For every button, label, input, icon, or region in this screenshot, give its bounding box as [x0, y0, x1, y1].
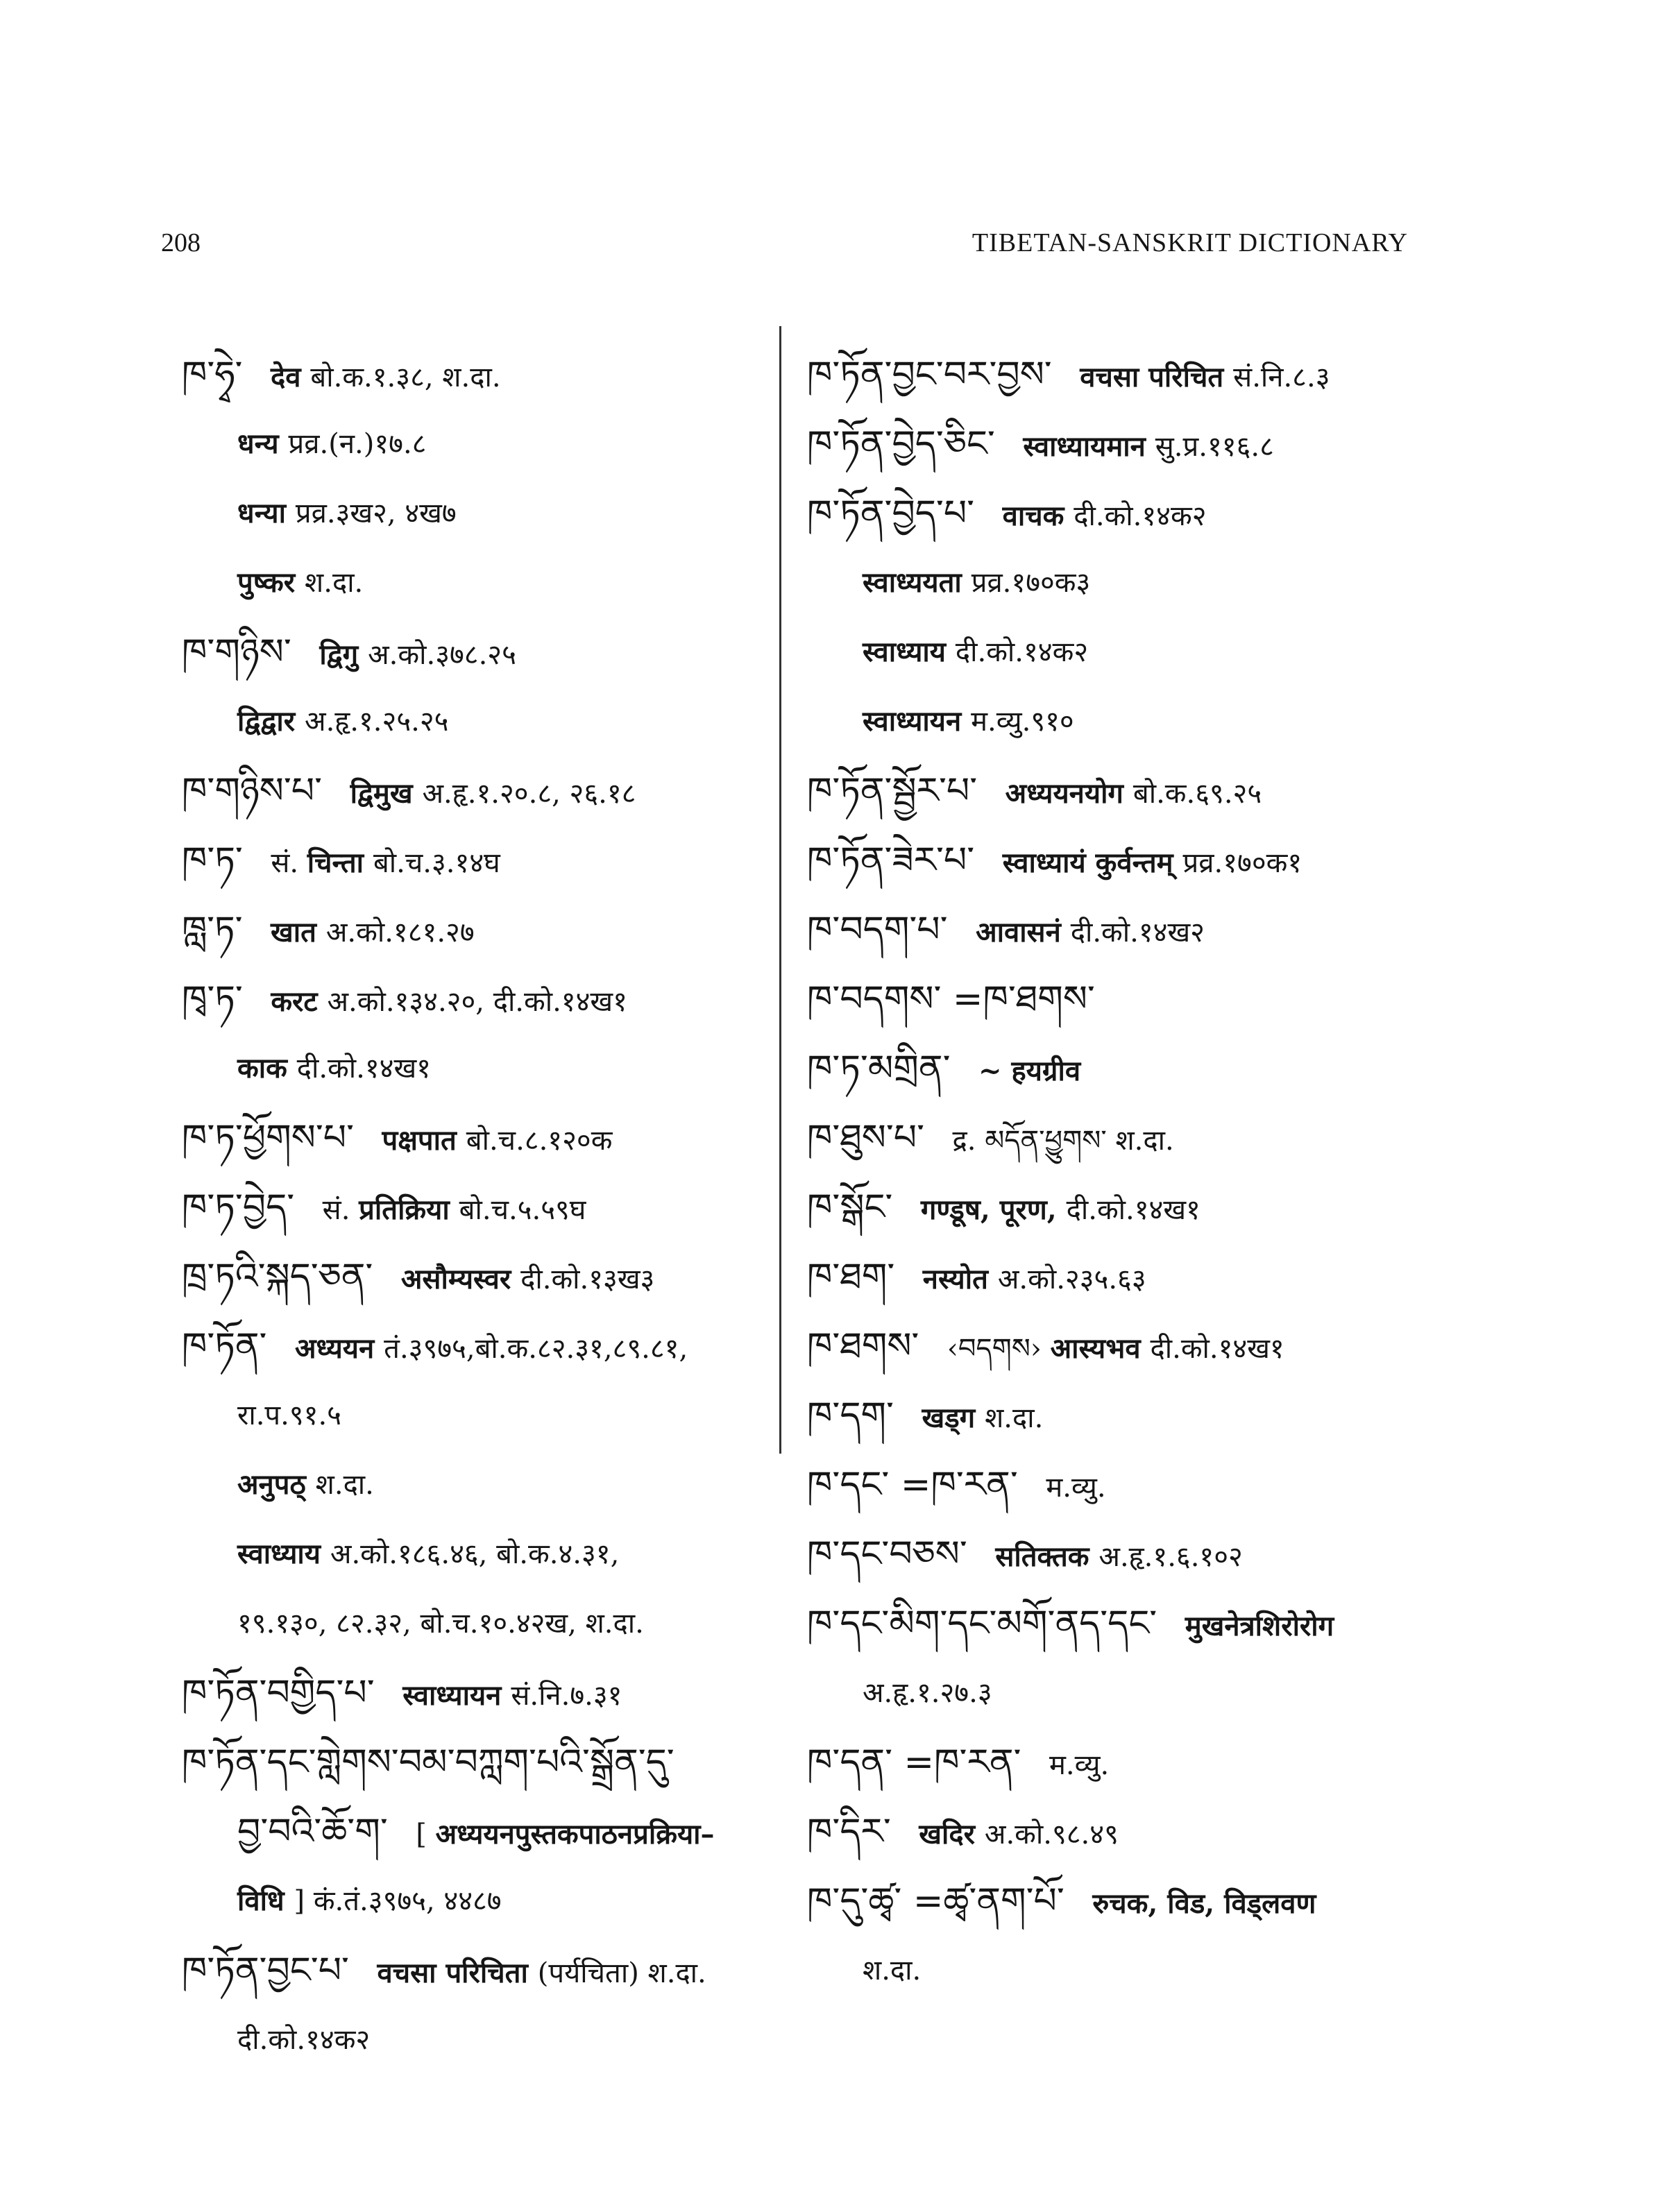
entry-line: [807, 1658, 1418, 1728]
sanskrit-term: खड्ग: [922, 1402, 985, 1434]
entry-line: [182, 1589, 772, 1658]
entry-line: [807, 479, 1418, 548]
entry-line: [182, 479, 772, 548]
sanskrit-term: विधि: [237, 1885, 294, 1917]
reference: श.दा.: [863, 1955, 922, 1986]
sanskrit-term: प्रतिक्रिया: [359, 1193, 459, 1226]
right-column: [807, 340, 1418, 2005]
entry-line: [807, 1520, 1418, 1589]
tibetan-headword: ཁ་དུ་ཚྭ་ =ཚྭ་ནག་པོ་: [807, 1880, 1076, 1922]
tibetan-headword: ཁ་ཏོན་ཟེར་པ་: [807, 840, 986, 881]
reference: दी.को.१४क२: [955, 636, 1089, 668]
reference: अ.को.१८१.२७: [325, 917, 475, 948]
reference: अ.को.१८६.४६, बो.क.४.३१,: [330, 1538, 620, 1570]
tibetan-headword: ཁ་ཏ་བྱེད་: [182, 1186, 306, 1228]
entry-line: [807, 1728, 1418, 1797]
entry-line: [182, 687, 772, 756]
reference: प्रव्र.१७०क१: [1182, 847, 1303, 879]
reference: बो.च.५.५९घ: [459, 1194, 586, 1226]
reference: सं.नि.८.३: [1233, 361, 1330, 393]
entry-line: [182, 1034, 772, 1103]
entry-line: [807, 1034, 1418, 1103]
sanskrit-term: अध्ययनयोग: [1005, 777, 1133, 810]
sanskrit-term: करट: [271, 985, 328, 1018]
sanskrit-term: स्वाध्यायन: [402, 1679, 511, 1712]
sanskrit-term: स्वाध्यायन: [863, 705, 971, 738]
sanskrit-term: आवासनं: [976, 916, 1071, 948]
reference: प्रव्र.(न.)१७.८: [288, 428, 427, 460]
entry-line: [182, 548, 772, 618]
sanskrit-term: सतिक्तक: [995, 1540, 1099, 1573]
sanskrit-term: वचसा परिचित: [1080, 361, 1234, 393]
reference: १९.१३०, ८२.३२, बो.च.१०.४२ख, श.दा.: [237, 1608, 644, 1640]
entry-line: [182, 1658, 772, 1728]
tibetan-headword: ཁ་དང་མིག་དང་མགོ་ནད་དང་: [807, 1603, 1169, 1644]
sanskrit-term: धन्या: [237, 497, 296, 529]
tibetan-headword: ཁ་དང་བཅས་: [807, 1533, 979, 1575]
entry-line: [807, 826, 1418, 895]
entry-line: [807, 964, 1418, 1034]
entry-line: [807, 340, 1418, 409]
reference: श.दा.: [305, 567, 364, 599]
entry-line: [807, 1242, 1418, 1311]
ref-prefix: [: [416, 1819, 436, 1851]
tibetan-headword: ཁ་གཉིས་པ་: [182, 770, 334, 812]
tibetan-headword: ཁ་ཐགས་: [807, 1325, 931, 1367]
entry-line: [807, 1381, 1418, 1450]
entry-line: [182, 1936, 772, 2005]
entry-line: [807, 756, 1418, 826]
reference: दी.को.१३ख३: [520, 1264, 655, 1295]
entry-line: [807, 1103, 1418, 1173]
sanskrit-term: अध्ययनपुस्तकपाठनप्रक्रिया–: [435, 1818, 715, 1851]
entry-line: [182, 1311, 772, 1381]
reference: दी.को.१४ख१: [296, 1053, 431, 1084]
sanskrit-term: स्वाध्यायं कुर्वन्तम्: [1002, 846, 1183, 879]
ref-prefix: सं.: [322, 1194, 359, 1226]
tibetan-headword: ཁ་ཏ་ཕྱོགས་པ་: [182, 1117, 366, 1159]
entry-line: [182, 756, 772, 826]
tibetan-headword: ཁ་དག་: [807, 1395, 906, 1436]
sanskrit-term: खात: [271, 916, 326, 948]
sanskrit-term: काक: [237, 1052, 297, 1084]
tibetan-headword: ཁ་ཏོན་དང་གླེགས་བམ་བཀླག་པའི་སྒྲོན་དུ་: [182, 1742, 674, 1783]
entry-line: [182, 1173, 772, 1242]
reference: दी.को.१४ख१: [1066, 1194, 1200, 1226]
reference: མདོན་ཕྱུགས་ श.दा.: [985, 1125, 1174, 1157]
entry-line: [807, 1936, 1418, 2005]
entry-line: [182, 895, 772, 964]
sanskrit-term: वाचक: [1002, 500, 1074, 532]
reference: बो.च.८.१२०क: [466, 1125, 613, 1157]
entry-line: [807, 548, 1418, 618]
tibetan-headword: ཁ་དན་ =ཁ་རན་: [807, 1742, 1033, 1783]
entry-line: [182, 1450, 772, 1520]
tibetan-headword: ཁ་བདག་པ་: [807, 909, 960, 951]
reference: रा.प.९१.५: [237, 1399, 341, 1431]
tibetan-headword: ཁ་ཏོན་བྱང་པ་: [182, 1950, 361, 1991]
running-head: TIBETAN-SANSKRIT DICTIONARY: [971, 228, 1408, 257]
reference: प्रव्र.३ख२, ४ख७: [295, 497, 457, 529]
entry-line: [182, 340, 772, 409]
reference: अ.हृ.१.२०.८, २६.१८: [422, 778, 636, 810]
reference: सं.नि.७.३१: [511, 1680, 622, 1712]
reference: अ.को.९८.४९: [984, 1819, 1119, 1851]
sanskrit-term: पक्षपात: [382, 1124, 466, 1157]
entry-line: [807, 409, 1418, 479]
entry-line: [807, 1797, 1418, 1866]
entry-line: [807, 1866, 1418, 1936]
sanskrit-term: नस्योत: [922, 1263, 998, 1295]
tibetan-headword: ཁ་ཏོན་བྱེད་ཅིང་: [807, 423, 1007, 465]
reference: अ.हृ.१.२५.२५: [305, 706, 449, 738]
reference: बो.क.१.३८, श.दा.: [310, 361, 501, 393]
sanskrit-term: पुष्कर: [237, 566, 305, 599]
reference: म.व्यु.: [1046, 1472, 1106, 1504]
sanskrit-term: चिन्ता: [307, 846, 373, 879]
entry-line: [182, 1381, 772, 1450]
reference: श.दा.: [315, 1469, 374, 1501]
entry-line: [807, 1173, 1418, 1242]
sanskrit-term: स्वाध्यायमान: [1023, 430, 1155, 463]
reference: सु.प्र.११६.८: [1155, 431, 1274, 463]
tibetan-headword: ཁ་བདགས་ =ཁ་ཐགས་: [807, 978, 1095, 1020]
entry-line: [182, 1728, 772, 1797]
entry-line: [182, 1520, 772, 1589]
reference: बो.क.६९.२५: [1132, 778, 1262, 810]
tibetan-headword: ཁ་ཏོན་: [182, 1325, 278, 1367]
tibetan-headword: ཁ་གཉིས་: [182, 631, 303, 673]
reference: दी.को.१४क२: [1074, 500, 1207, 532]
reference: अ.को.३७८.२५: [368, 639, 516, 671]
ref-prefix: ‹བདགས›: [947, 1333, 1051, 1365]
sanskrit-term: गण्डूष, पूरण,: [920, 1193, 1067, 1226]
tibetan-headword: ཁ་སྒོང་: [807, 1186, 904, 1228]
sanskrit-term: द्विद्वार: [237, 705, 305, 738]
entry-line: [807, 895, 1418, 964]
reference: दी.को.१४ख२: [1070, 917, 1205, 948]
tibetan-headword: ཁ་ཏོན་སྦྱོར་པ་: [807, 770, 989, 812]
reference: अ.को.२३५.६३: [997, 1264, 1146, 1295]
sanskrit-term: स्वाध्ययता: [863, 566, 971, 599]
column-divider: [779, 326, 781, 1454]
reference: तं.३९७५,बो.क.८२.३१,८९.८१,: [384, 1333, 688, 1365]
sanskrit-term: आस्यभव: [1050, 1332, 1151, 1365]
sanskrit-term: अनुपठ्: [237, 1468, 316, 1501]
reference: ] कं.तं.३९७५, ४४८७: [294, 1885, 502, 1917]
reference: (पर्यचिता) श.दा.: [537, 1957, 706, 1989]
tibetan-headword: ཁ་དང་ =ཁ་རན་: [807, 1464, 1030, 1506]
entry-line: [182, 1242, 772, 1311]
sanskrit-term: असौम्यस्वर: [400, 1263, 521, 1295]
tibetan-headword: ཁ་ཏ་མགྲིན་: [807, 1048, 962, 1089]
tibetan-headword: བྱ་བའི་ཆོ་ག་: [237, 1811, 400, 1853]
sanskrit-term: अध्ययन: [295, 1332, 384, 1365]
entry-line: [182, 1103, 772, 1173]
reference: म.व्यु.: [1049, 1749, 1110, 1781]
sanskrit-term: देव: [271, 361, 311, 393]
tibetan-headword: ཁ་ཏོན་བྱེད་པ་: [807, 493, 986, 534]
entry-line: [182, 964, 772, 1034]
entry-line: [807, 1450, 1418, 1520]
ref-prefix: सं.: [271, 847, 307, 879]
entry-line: [807, 618, 1418, 687]
reference: अ.हृ.१.२७.३: [863, 1677, 992, 1709]
entry-line: [182, 826, 772, 895]
tibetan-headword: ཁ་ཏོན་བགྱིད་པ་: [182, 1672, 387, 1714]
entry-line: [182, 2005, 772, 2075]
entry-line: [182, 1866, 772, 1936]
tibetan-headword: ཁ་ཐུས་པ་: [807, 1117, 936, 1159]
entry-line: [182, 1797, 772, 1866]
tibetan-headword: ཁ་ཐག་: [807, 1256, 906, 1298]
sanskrit-term: मुखनेत्रशिरोरोग: [1185, 1610, 1334, 1642]
sanskrit-term: रुचक, विड, विड्लवण: [1092, 1887, 1316, 1920]
reference: दी.को.१४क२: [237, 2024, 371, 2056]
reference: अ.हृ.१.६.१०२: [1098, 1541, 1243, 1573]
sanskrit-term: द्विमुख: [350, 777, 423, 810]
entry-line: [182, 618, 772, 687]
tibetan-headword: ཁླ་ཏ་: [182, 909, 255, 951]
sanskrit-term: ~ हयग्रीव: [978, 1055, 1081, 1087]
sanskrit-term: धन्य: [237, 427, 289, 460]
reference: प्रव्र.१७०क३: [971, 567, 1091, 599]
tibetan-headword: ཁ་ཏ་: [182, 840, 255, 881]
reference: म.व्यु.९१०: [971, 706, 1074, 738]
sanskrit-term: खदिर: [919, 1818, 985, 1851]
sanskrit-term: स्वाध्याय: [863, 636, 956, 668]
sanskrit-term: स्वाध्याय: [237, 1538, 330, 1570]
tibetan-headword: ཁྭ་ཏ་: [182, 978, 255, 1020]
entry-line: [182, 409, 772, 479]
sanskrit-term: द्विगु: [319, 638, 368, 671]
tibetan-headword: ཁ་ཏོན་བྱང་བར་བྱས་: [807, 354, 1064, 395]
sanskrit-term: वचसा परिचिता: [377, 1957, 538, 1989]
entry-line: [807, 1589, 1418, 1658]
tibetan-headword: ཁ་དིར་: [807, 1811, 903, 1853]
reference: अ.को.१३४.२०, दी.को.१४ख१: [327, 986, 627, 1018]
tibetan-headword: ཁྲ་ཏའི་སྐད་ཅན་: [182, 1256, 384, 1298]
entry-line: [807, 687, 1418, 756]
entry-line: [807, 1311, 1418, 1381]
reference: दी.को.१४ख१: [1150, 1333, 1284, 1365]
reference: श.दा.: [985, 1402, 1044, 1434]
reference: बो.च.३.१४घ: [373, 847, 500, 879]
ref-prefix: द्र.: [952, 1125, 985, 1157]
left-column: [182, 340, 772, 2075]
tibetan-headword: ཁ་ཧྭེ་: [182, 354, 254, 395]
page-number: 208: [161, 228, 201, 257]
